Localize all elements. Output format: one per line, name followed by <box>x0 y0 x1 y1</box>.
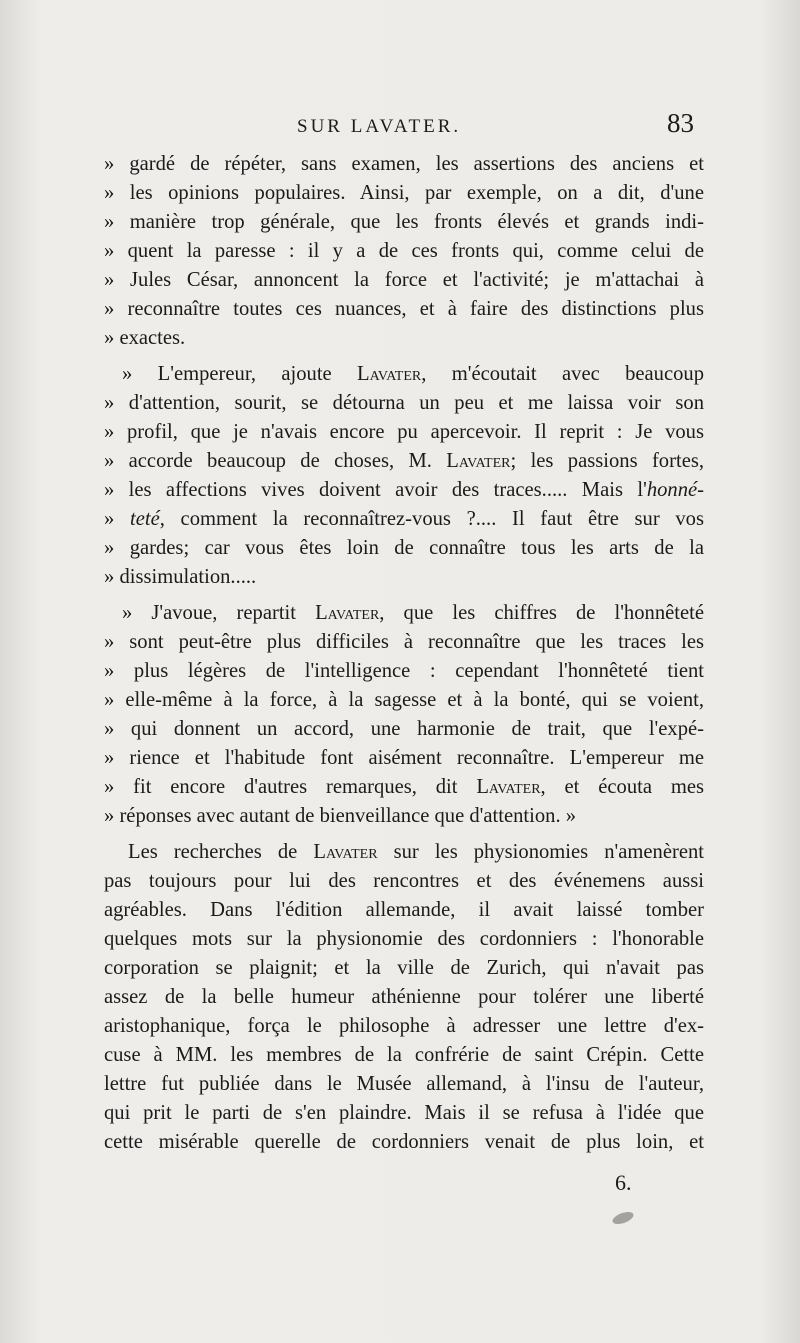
text-line: » dissimulation..... <box>104 566 257 588</box>
text-line: » teté, comment la reconnaîtrez-vous ?.... Il faut être sur vos <box>104 508 704 530</box>
text-line: » gardé de répéter, sans examen, les assertions des anciens et <box>104 153 704 175</box>
text-line: » gardes; car vous êtes loin de connaître tous les arts de la <box>104 537 704 559</box>
text-line: qui prit le parti de s'en plaindre. Mais il se refusa à l'idée que <box>104 1102 704 1124</box>
text-line: pas toujours pour lui des rencontres et des événemens aussi <box>104 870 704 892</box>
text-line: » J'avoue, repartit Lavater, que les chiffres de l'honnêteté <box>122 602 704 624</box>
running-head <box>104 108 704 148</box>
text-line: lettre fut publiée dans le Musée allemand, à l'insu de l'auteur, <box>104 1073 704 1095</box>
text-line: » L'empereur, ajoute Lavater, m'écoutait avec beaucoup <box>122 363 704 385</box>
body-text <box>104 150 704 1157</box>
signature-mark: 6. <box>615 1170 632 1195</box>
text-line: cuse à MM. les membres de la confrérie de saint Crépin. Cette <box>104 1044 704 1066</box>
text-line: cette misérable querelle de cordonniers venait de plus loin, et <box>104 1131 704 1153</box>
text-line: » Jules César, annoncent la force et l'activité; je m'attachai à <box>104 269 704 291</box>
text-line: » exactes. <box>104 327 186 349</box>
text-line: » quent la paresse : il y a de ces fronts qui, comme celui de <box>104 240 704 262</box>
text-line: aristophanique, força le philosophe à adresser une lettre d'ex- <box>104 1015 704 1037</box>
text-line: » profil, que je n'avais encore pu apercevoir. Il reprit : Je vous <box>104 421 704 443</box>
text-line: » sont peut-être plus difficiles à reconnaître que les traces les <box>104 631 704 653</box>
text-line: » réponses avec autant de bienveillance que d'attention. » <box>104 805 577 827</box>
text-line: » rience et l'habitude font aisément reconnaître. L'empereur me <box>104 747 704 769</box>
page-number: 83 <box>667 108 694 138</box>
ink-smudge <box>611 1210 635 1227</box>
text-line: » reconnaître toutes ces nuances, et à faire des distinctions plus <box>104 298 704 320</box>
text-line: » accorde beaucoup de choses, M. Lavater; les passions fortes, <box>104 450 704 472</box>
text-line: assez de la belle humeur athénienne pour tolérer une liberté <box>104 986 704 1008</box>
text-line: Les recherches de Lavater sur les physionomies n'amenèrent <box>128 841 704 863</box>
text-line: » fit encore d'autres remarques, dit Lavater, et écouta mes <box>104 776 704 798</box>
text-line: » qui donnent un accord, une harmonie de trait, que l'expé- <box>104 718 704 740</box>
text-line: » elle-même à la force, à la sagesse et à la bonté, qui se voient, <box>104 689 704 711</box>
text-line: » les affections vives doivent avoir des traces..... Mais l'honné- <box>104 479 704 501</box>
running-head-title: SUR LAVATER. <box>297 116 462 137</box>
text-line: » manière trop générale, que les fronts élevés et grands indi- <box>104 211 704 233</box>
text-line: » plus légères de l'intelligence : cependant l'honnêteté tient <box>104 660 704 682</box>
text-line: » d'attention, sourit, se détourna un peu et me laissa voir son <box>104 392 704 414</box>
text-line: corporation se plaignit; et la ville de Zurich, qui n'avait pas <box>104 957 704 979</box>
text-line: agréables. Dans l'édition allemande, il avait laissé tomber <box>104 899 704 921</box>
text-line: » les opinions populaires. Ainsi, par exemple, on a dit, d'une <box>104 182 704 204</box>
text-line: quelques mots sur la physionomie des cordonniers : l'honorable <box>104 928 704 950</box>
